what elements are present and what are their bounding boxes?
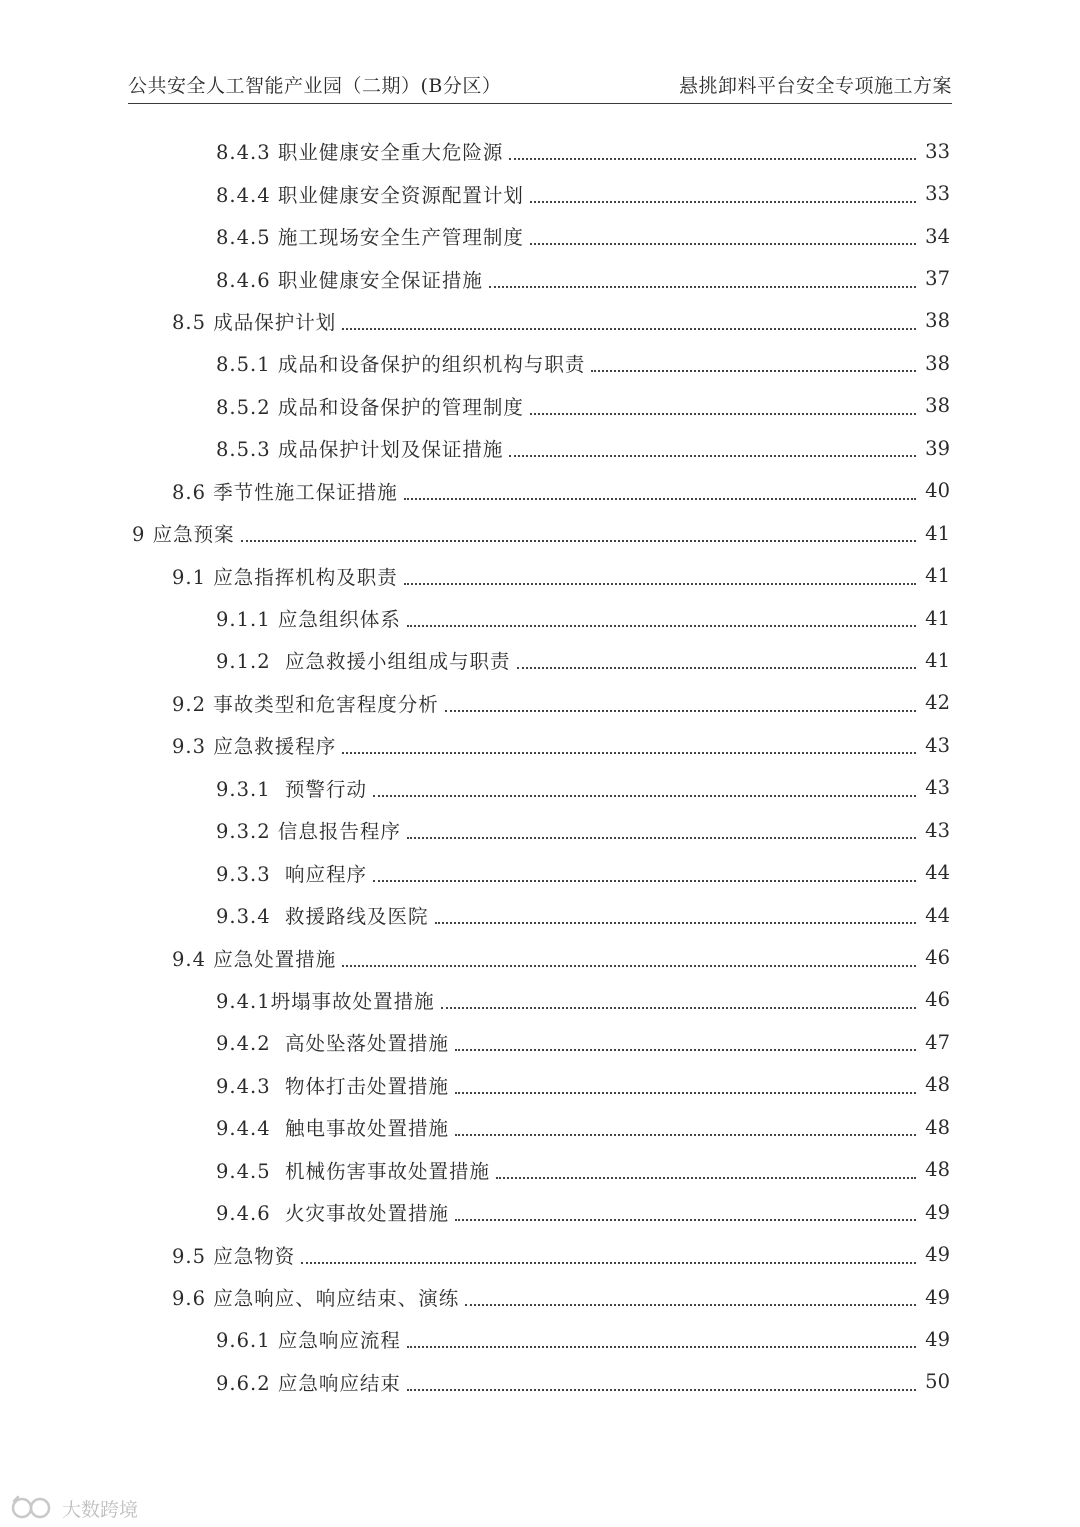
toc-entry[interactable] — [128, 1233, 950, 1275]
page-header — [128, 74, 952, 104]
dot-leader — [404, 563, 916, 585]
toc-entry-title: 9.3.3 响应程序 — [216, 859, 371, 887]
dot-leader — [407, 1326, 916, 1348]
toc-entry-title: 9.4.3 物体打击处置措施 — [216, 1071, 453, 1099]
toc-entry[interactable] — [128, 1191, 950, 1233]
toc-entry-page-number: 48 — [925, 1158, 950, 1182]
toc-entry-page-number: 41 — [925, 648, 950, 672]
dot-leader — [530, 181, 916, 203]
toc-entry-page-number: 42 — [925, 691, 950, 715]
table-of-contents — [128, 130, 950, 1403]
toc-entry-page-number: 40 — [925, 479, 950, 503]
dot-leader — [496, 1157, 916, 1179]
toc-entry[interactable] — [128, 1064, 950, 1106]
toc-entry-page-number: 46 — [925, 946, 950, 970]
dot-leader — [404, 478, 916, 500]
toc-entry[interactable] — [128, 851, 950, 893]
toc-entry-title: 9.3 应急救援程序 — [172, 731, 340, 759]
toc-entry[interactable] — [128, 682, 950, 724]
dot-leader — [489, 266, 916, 288]
watermark — [10, 1493, 138, 1523]
toc-entry-title: 8.4.6 职业健康安全保证措施 — [216, 265, 487, 293]
toc-entry-title: 9.1 应急指挥机构及职责 — [172, 562, 402, 590]
toc-entry-page-number: 43 — [925, 818, 950, 842]
toc-entry[interactable] — [128, 300, 950, 342]
toc-entry-page-number: 47 — [925, 1030, 950, 1054]
toc-entry-page-number: 44 — [925, 861, 950, 885]
toc-entry-title: 8.4.3 职业健康安全重大危险源 — [216, 137, 507, 165]
toc-entry-title: 9.4.2 高处坠落处置措施 — [216, 1028, 453, 1056]
toc-entry[interactable] — [128, 385, 950, 427]
toc-entry-page-number: 38 — [925, 309, 950, 333]
toc-entry-page-number: 38 — [925, 394, 950, 418]
dot-leader — [342, 308, 916, 330]
toc-entry-title: 9.4.5 机械伤害事故处置措施 — [216, 1156, 494, 1184]
toc-entry-title: 9.3.1 预警行动 — [216, 774, 371, 802]
dot-leader — [530, 223, 916, 245]
toc-entry-page-number: 49 — [925, 1327, 950, 1351]
toc-entry-title: 8.5.2 成品和设备保护的管理制度 — [216, 392, 528, 420]
dot-leader — [509, 435, 916, 457]
toc-entry-page-number: 49 — [925, 1243, 950, 1267]
toc-entry-page-number: 48 — [925, 1115, 950, 1139]
toc-entry-title: 9.5 应急物资 — [172, 1241, 299, 1269]
toc-entry-title: 9.4.6 火灾事故处置措施 — [216, 1198, 453, 1226]
toc-entry-page-number: 43 — [925, 776, 950, 800]
toc-entry[interactable] — [128, 1021, 950, 1063]
toc-entry-title: 8.4.5 施工现场安全生产管理制度 — [216, 222, 528, 250]
logo-icon — [10, 1495, 54, 1521]
toc-entry-page-number: 37 — [925, 267, 950, 291]
toc-entry-title: 9.3.2 信息报告程序 — [216, 816, 405, 844]
header-document-title: 悬挑卸料平台安全专项施工方案 — [678, 75, 952, 97]
toc-entry-page-number: 33 — [925, 139, 950, 163]
toc-entry-page-number: 33 — [925, 182, 950, 206]
toc-entry-title: 9.4 应急处置措施 — [172, 944, 340, 972]
toc-entry[interactable] — [128, 512, 950, 554]
toc-entry[interactable] — [128, 767, 950, 809]
dot-leader — [441, 987, 916, 1009]
dot-leader — [435, 902, 916, 924]
toc-entry-title: 8.4.4 职业健康安全资源配置计划 — [216, 180, 528, 208]
toc-entry-page-number: 48 — [925, 1073, 950, 1097]
toc-entry-title: 9.1.1 应急组织体系 — [216, 604, 405, 632]
toc-entry-page-number: 41 — [925, 564, 950, 588]
toc-entry[interactable] — [128, 597, 950, 639]
toc-entry[interactable] — [128, 1106, 950, 1148]
toc-entry[interactable] — [128, 554, 950, 596]
dot-leader — [591, 350, 916, 372]
toc-entry[interactable] — [128, 215, 950, 257]
dot-leader — [530, 393, 916, 415]
toc-entry[interactable] — [128, 1149, 950, 1191]
toc-entry[interactable] — [128, 1276, 950, 1318]
toc-entry[interactable] — [128, 1318, 950, 1360]
toc-entry-page-number: 41 — [925, 521, 950, 545]
toc-entry-title: 8.6 季节性施工保证措施 — [172, 477, 402, 505]
toc-entry[interactable] — [128, 257, 950, 299]
toc-entry-page-number: 49 — [925, 1200, 950, 1224]
dot-leader — [373, 775, 916, 797]
toc-entry[interactable] — [128, 427, 950, 469]
dot-leader — [455, 1029, 916, 1051]
dot-leader — [241, 520, 916, 542]
dot-leader — [445, 690, 916, 712]
toc-entry-title: 8.5.1 成品和设备保护的组织机构与职责 — [216, 349, 589, 377]
dot-leader — [342, 945, 916, 967]
toc-entry-page-number: 50 — [925, 1370, 950, 1394]
toc-entry[interactable] — [128, 470, 950, 512]
dot-leader — [342, 732, 916, 754]
header-project-title: 公共安全人工智能产业园（二期）(B分区） — [128, 75, 502, 97]
toc-entry[interactable] — [128, 809, 950, 851]
toc-entry-page-number: 46 — [925, 988, 950, 1012]
toc-entry[interactable] — [128, 172, 950, 214]
toc-entry-page-number: 43 — [925, 733, 950, 757]
toc-entry-title: 9.1.2 应急救援小组组成与职责 — [216, 646, 515, 674]
watermark-text: 大数跨境 — [62, 1498, 139, 1521]
dot-leader — [301, 1242, 916, 1264]
toc-entry-page-number: 34 — [925, 224, 950, 248]
toc-entry-title: 9.6.1 应急响应流程 — [216, 1325, 405, 1353]
toc-entry-title: 9.6.2 应急响应结束 — [216, 1368, 405, 1396]
toc-entry[interactable] — [128, 936, 950, 978]
toc-entry-title: 9 应急预案 — [132, 519, 239, 547]
dot-leader — [455, 1072, 916, 1094]
toc-entry[interactable] — [128, 639, 950, 681]
toc-entry[interactable] — [128, 979, 950, 1021]
toc-entry-title: 9.4.1坍塌事故处置措施 — [216, 986, 439, 1014]
toc-entry-title: 9.3.4 救援路线及医院 — [216, 901, 433, 929]
toc-entry[interactable] — [128, 894, 950, 936]
dot-leader — [517, 647, 916, 669]
dot-leader — [455, 1114, 916, 1136]
dot-leader — [407, 1369, 916, 1391]
dot-leader — [373, 860, 916, 882]
toc-entry-title: 9.4.4 触电事故处置措施 — [216, 1113, 453, 1141]
dot-leader — [407, 817, 916, 839]
toc-entry-title: 8.5.3 成品保护计划及保证措施 — [216, 434, 507, 462]
dot-leader — [407, 605, 916, 627]
toc-entry[interactable] — [128, 1361, 950, 1403]
toc-entry-page-number: 44 — [925, 903, 950, 927]
toc-entry-page-number: 49 — [925, 1285, 950, 1309]
dot-leader — [455, 1199, 916, 1221]
toc-entry-title: 8.5 成品保护计划 — [172, 307, 340, 335]
toc-entry-page-number: 38 — [925, 351, 950, 375]
toc-entry-title: 9.2 事故类型和危害程度分析 — [172, 689, 443, 717]
dot-leader — [465, 1284, 916, 1306]
toc-entry[interactable] — [128, 342, 950, 384]
toc-entry-page-number: 39 — [925, 436, 950, 460]
toc-entry[interactable] — [128, 130, 950, 172]
toc-entry[interactable] — [128, 724, 950, 766]
dot-leader — [509, 138, 916, 160]
toc-entry-title: 9.6 应急响应、响应结束、演练 — [172, 1283, 463, 1311]
toc-entry-page-number: 41 — [925, 606, 950, 630]
